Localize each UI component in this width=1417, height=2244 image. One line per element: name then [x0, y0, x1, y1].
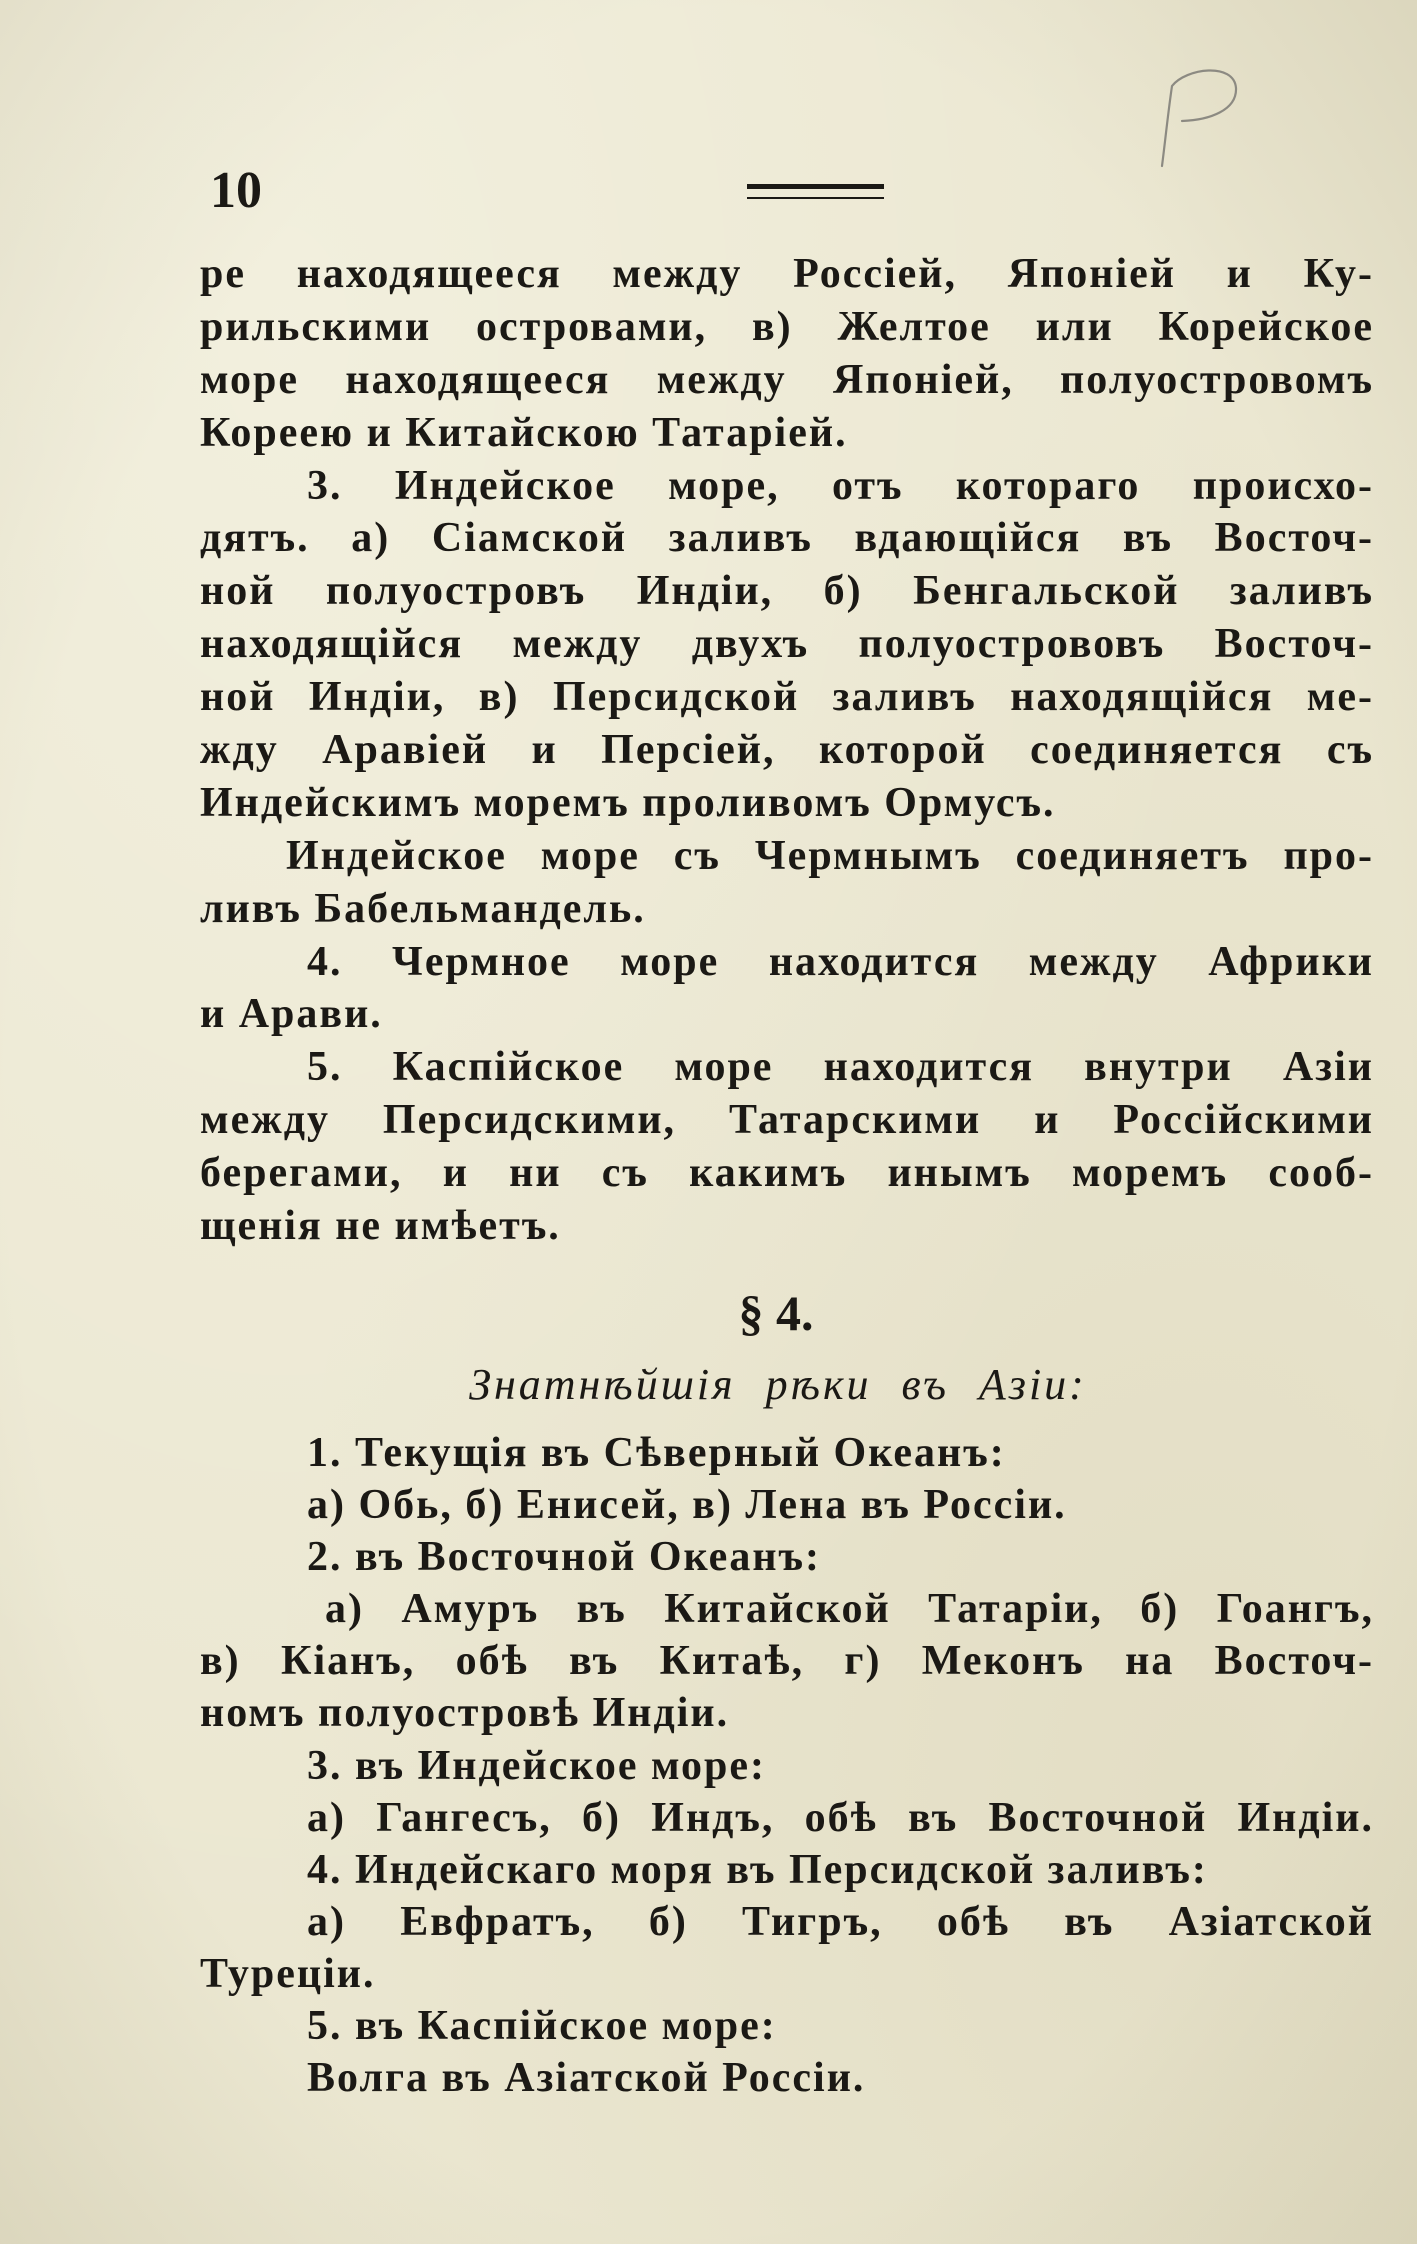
list-item: а) Обь, б) Енисей, в) Лена въ Россіи.: [307, 1482, 1067, 1529]
list-item: номъ полуостровѣ Индіи.: [200, 1690, 730, 1737]
paragraph-line: 4. Чермное море находится между Африки: [307, 938, 1374, 985]
paragraph-line: дятъ. а) Сіамской заливъ вдающійся въ Восточ-: [200, 515, 1374, 562]
list-item: а) Гангесъ, б) Индъ, обѣ въ Восточной Индіи.: [307, 1794, 1374, 1841]
paragraph-line: и Арави.: [200, 991, 383, 1038]
paragraph-line: ной полуостровъ Индіи, б) Бенгальской заливъ: [200, 568, 1374, 615]
paragraph-line: берегами, и ни съ какимъ инымъ моремъ сооб-: [200, 1150, 1374, 1197]
section-number: § 4.: [738, 1285, 814, 1341]
list-heading: 5. въ Каспійское море:: [307, 2003, 777, 2050]
paragraph-line: между Персидскими, Татарскими и Россійскими: [200, 1097, 1374, 1144]
paragraph-line: Индейское море съ Чермнымъ соединяетъ про-: [286, 832, 1374, 879]
paragraph-line: щенія не имѣетъ.: [200, 1203, 561, 1250]
paragraph-line: море находящееся между Японіей, полуостровомъ: [200, 356, 1374, 403]
paragraph-line: рильскими островами, в) Желтое или Корейское: [200, 303, 1374, 350]
page-number: 10: [210, 162, 262, 219]
list-item: а) Евфратъ, б) Тигръ, обѣ въ Азіатской: [307, 1898, 1374, 1945]
paragraph-line: Индейскимъ моремъ проливомъ Ормусъ.: [200, 779, 1056, 826]
list-item: Волга въ Азіатской Россіи.: [307, 2055, 866, 2102]
list-heading: 2. въ Восточной Океанъ:: [307, 1534, 821, 1581]
rivers-list: [200, 1427, 1374, 2104]
list-item: в) Кіанъ, обѣ въ Китаѣ, г) Меконъ на Восточ-: [200, 1638, 1374, 1685]
paragraph-line: ре находящееся между Россіей, Японіей и Ку-: [200, 251, 1374, 297]
paragraph-line: 3. Индейское море, отъ котораго происхо-: [307, 462, 1374, 509]
pencil-mark-icon: [1148, 58, 1248, 173]
seas-text: [200, 248, 1374, 1253]
paragraph-line: Кореею и Китайскою Татаріей.: [200, 409, 848, 456]
paragraph-line: находящійся между двухъ полуострововъ Восточ-: [200, 621, 1374, 668]
paragraph-line: жду Аравіей и Персіей, которой соединяется съ: [200, 727, 1374, 774]
list-heading: 4. Индейскаго моря въ Персидской заливъ:: [307, 1846, 1208, 1893]
list-heading: 3. въ Индейское море:: [307, 1742, 767, 1789]
list-item: а) Амуръ въ Китайской Татаріи, б) Гоангъ,: [325, 1586, 1374, 1633]
header-rule: [747, 184, 884, 199]
list-heading: 1. Текущія въ Сѣверный Океанъ:: [307, 1430, 1006, 1476]
section-title: Знатнѣйшія рѣки въ Азіи:: [469, 1360, 1087, 1409]
paragraph-line: 5. Каспійское море находится внутри Азіи: [307, 1044, 1374, 1091]
paragraph-line: ной Индіи, в) Персидской заливъ находящійся ме-: [200, 674, 1374, 721]
paragraph-line: ливъ Бабельмандель.: [200, 885, 646, 932]
list-item: Турецiи.: [200, 1950, 376, 1997]
